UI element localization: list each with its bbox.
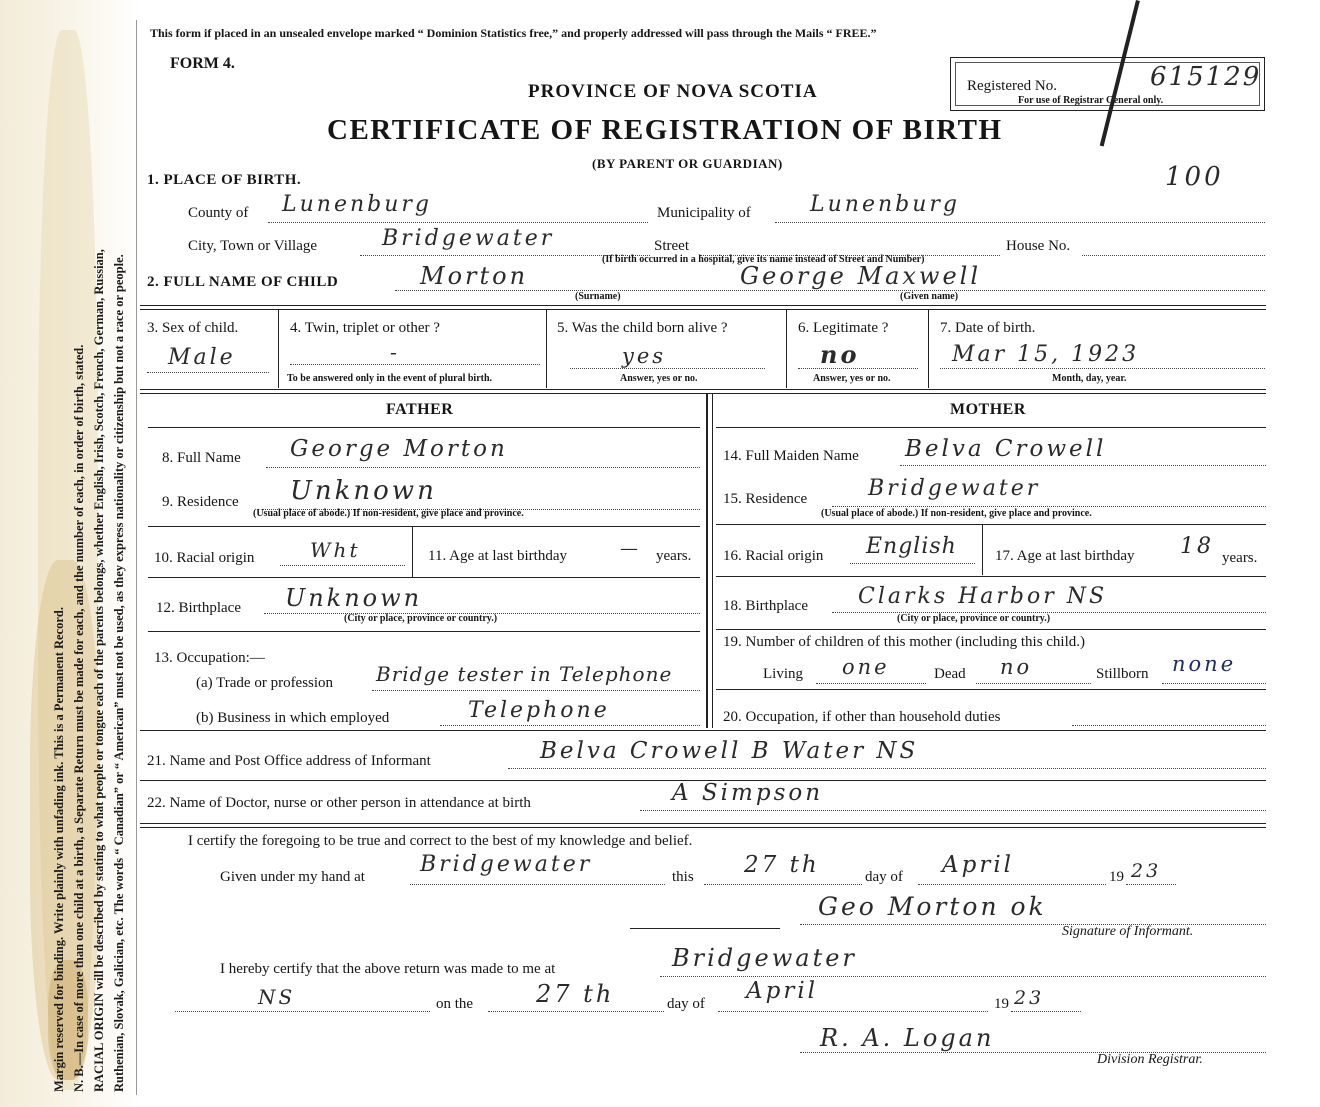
legitimate-note: Answer, yes or no. [813, 373, 891, 384]
father-residence-label: 9. Residence [162, 494, 239, 510]
mother-racial-value: English [866, 534, 957, 559]
form-number: FORM 4. [170, 55, 235, 72]
registered-label: Registered No. [967, 78, 1057, 94]
sex-label: 3. Sex of child. [147, 320, 239, 336]
province-heading: PROVINCE OF NOVA SCOTIA [528, 81, 818, 102]
municipality-label: Municipality of [657, 205, 751, 221]
mail-notice: This form if placed in an unsealed envelope marked “ Dominion Statistics free,” and properly addressed will pass through the Mails “ FREE.” [150, 26, 877, 40]
cert-day-value: 27 th [744, 852, 820, 878]
father-residence-value: Unknown [290, 476, 437, 506]
cert-year-prefix: 19 [1109, 869, 1124, 885]
surname-caption: (Surname) [575, 291, 621, 302]
dob-value: Mar 15, 1923 [952, 342, 1140, 367]
twin-label: 4. Twin, triplet or other ? [290, 320, 440, 336]
this-label: this [672, 869, 694, 885]
children-count-label: 19. Number of children of this mother (including this child.) [723, 634, 1086, 650]
registrar-place-cont: NS [258, 985, 296, 1009]
given-caption: (Given name) [900, 291, 959, 302]
registrar-note: For use of Registrar General only. [1018, 95, 1164, 106]
father-residence-note: (Usual place of abode.) If non-resident, give place and province. [253, 508, 524, 519]
registrar-day-of-label: day of [667, 996, 705, 1012]
dob-note: Month, day, year. [1052, 373, 1127, 384]
city-label: City, Town or Village [188, 238, 318, 254]
sex-value: Male [168, 345, 236, 370]
father-birthplace-label: 12. Birthplace [156, 600, 241, 616]
mother-age-label: 17. Age at last birthday [995, 548, 1135, 564]
mother-occupation-label: 20. Occupation, if other than household duties [723, 709, 1001, 725]
informant-signature-caption: Signature of Informant. [1062, 924, 1194, 939]
mother-birthplace-value: Clarks Harbor NS [858, 584, 1108, 609]
father-age-value: — [620, 538, 641, 559]
given-place-value: Bridgewater [420, 852, 593, 877]
registrar-signature: R. A. Logan [820, 1024, 995, 1052]
twin-value: - [390, 340, 400, 364]
margin-rule [136, 20, 137, 1095]
informant-label: 21. Name and Post Office address of Informant [147, 753, 431, 769]
alive-value: yes [622, 344, 667, 368]
side-note: RACIAL ORIGIN will be described by stating to what people or tongue each of the parents belongs, whether English, Irish, Scotch, French, German, Russian, [92, 249, 106, 1092]
registrar-place-value: Bridgewater [672, 944, 857, 972]
father-racial-label: 10. Racial origin [154, 550, 255, 566]
mother-name-label: 14. Full Maiden Name [723, 448, 859, 464]
cert-month-value: April [942, 852, 1015, 878]
informant-value: Belva Crowell B Water NS [540, 738, 919, 764]
father-birthplace-value: Unknown [285, 584, 423, 612]
child-name-label: 2. FULL NAME OF CHILD [147, 274, 339, 290]
father-name-label: 8. Full Name [162, 450, 241, 466]
business-value: Telephone [468, 698, 610, 723]
street-label: Street [654, 238, 689, 254]
dob-label: 7. Date of birth. [940, 320, 1036, 336]
mother-age-unit: years. [1222, 550, 1258, 566]
certificate-subtitle: (BY PARENT OR GUARDIAN) [592, 156, 783, 171]
alive-note: Answer, yes or no. [620, 373, 698, 384]
stillborn-label: Stillborn [1096, 666, 1149, 682]
father-age-unit: years. [656, 548, 692, 564]
informant-signature: Geo Morton ok [818, 892, 1047, 921]
mother-residence-note: (Usual place of abode.) If non-resident, give place and province. [821, 508, 1092, 519]
side-note: Ruthenian, Slovak, Galician, etc. The words “ Canadian” or “ American” must not be used, as they express nationality or citizenship but not a race or people. [112, 254, 126, 1092]
house-label: House No. [1006, 238, 1071, 254]
stillborn-value: none [1172, 652, 1237, 676]
registrar-day-value: 27 th [536, 980, 615, 1008]
corner-mark: 100 [1165, 162, 1224, 192]
mother-birthplace-note: (City or place, province or country.) [897, 613, 1051, 624]
child-surname: Morton [420, 262, 529, 290]
mother-name-value: Belva Crowell [905, 436, 1107, 462]
child-given-name: George Maxwell [740, 262, 982, 290]
business-label: (b) Business in which employed [196, 710, 390, 726]
dead-value: no [1000, 655, 1033, 679]
alive-label: 5. Was the child born alive ? [557, 320, 728, 336]
cert-day-of-label: day of [865, 869, 903, 885]
trade-label: (a) Trade or profession [196, 675, 334, 691]
mother-age-value: 18 [1180, 534, 1214, 559]
doctor-value: A Simpson [672, 780, 824, 806]
father-age-label: 11. Age at last birthday [428, 548, 567, 564]
occupation-label: 13. Occupation:— [154, 650, 265, 666]
given-under-label: Given under my hand at [220, 869, 365, 885]
cert-year-value: 23 [1131, 860, 1162, 882]
mother-racial-label: 16. Racial origin [723, 548, 824, 564]
certificate-title: CERTIFICATE OF REGISTRATION OF BIRTH [327, 114, 1003, 146]
registrar-statement: I hereby certify that the above return was made to me at [220, 961, 556, 977]
mother-residence-value: Bridgewater [868, 476, 1041, 501]
legitimate-value: no [820, 340, 860, 369]
dead-label: Dead [934, 666, 966, 682]
trade-value: Bridge tester in Telephone [376, 662, 673, 686]
father-name-value: George Morton [290, 436, 508, 462]
living-value: one [842, 655, 890, 679]
registered-number: 615129 [1150, 62, 1262, 92]
side-note: N. B.—In case of more than one child at a birth, a Separate Return must be made for each, and the number of each, in order of birth, stated. [72, 344, 86, 1092]
mother-residence-label: 15. Residence [723, 491, 808, 507]
registrar-year-prefix: 19 [994, 996, 1009, 1012]
registrar-month-value: April [746, 978, 819, 1004]
county-label: County of [188, 205, 249, 221]
mother-birthplace-label: 18. Birthplace [723, 598, 808, 614]
doctor-label: 22. Name of Doctor, nurse or other person in attendance at birth [147, 795, 531, 811]
certification-statement: I certify the foregoing to be true and correct to the best of my knowledge and belief. [188, 833, 693, 849]
registrar-on-the-label: on the [436, 996, 474, 1012]
registrar-year-value: 23 [1014, 987, 1045, 1009]
father-birthplace-note: (City or place, province or country.) [344, 613, 498, 624]
municipality-value: Lunenburg [810, 192, 960, 217]
father-heading: FATHER [386, 401, 454, 418]
mother-heading: MOTHER [950, 401, 1026, 418]
twin-note: To be answered only in the event of plural birth. [287, 373, 493, 384]
living-label: Living [763, 666, 803, 682]
place-heading: 1. PLACE OF BIRTH. [147, 172, 302, 188]
city-value: Bridgewater [382, 226, 555, 251]
legitimate-label: 6. Legitimate ? [798, 320, 889, 336]
county-value: Lunenburg [282, 192, 432, 217]
hospital-note: (If birth occurred in a hospital, give its name instead of Street and Number) [602, 254, 925, 265]
division-registrar-caption: Division Registrar. [1097, 1052, 1203, 1067]
father-racial-value: Wht [310, 538, 361, 562]
side-note: Margin reserved for binding. Write plainly with unfading ink. This is a Permanent Record. [52, 607, 66, 1092]
